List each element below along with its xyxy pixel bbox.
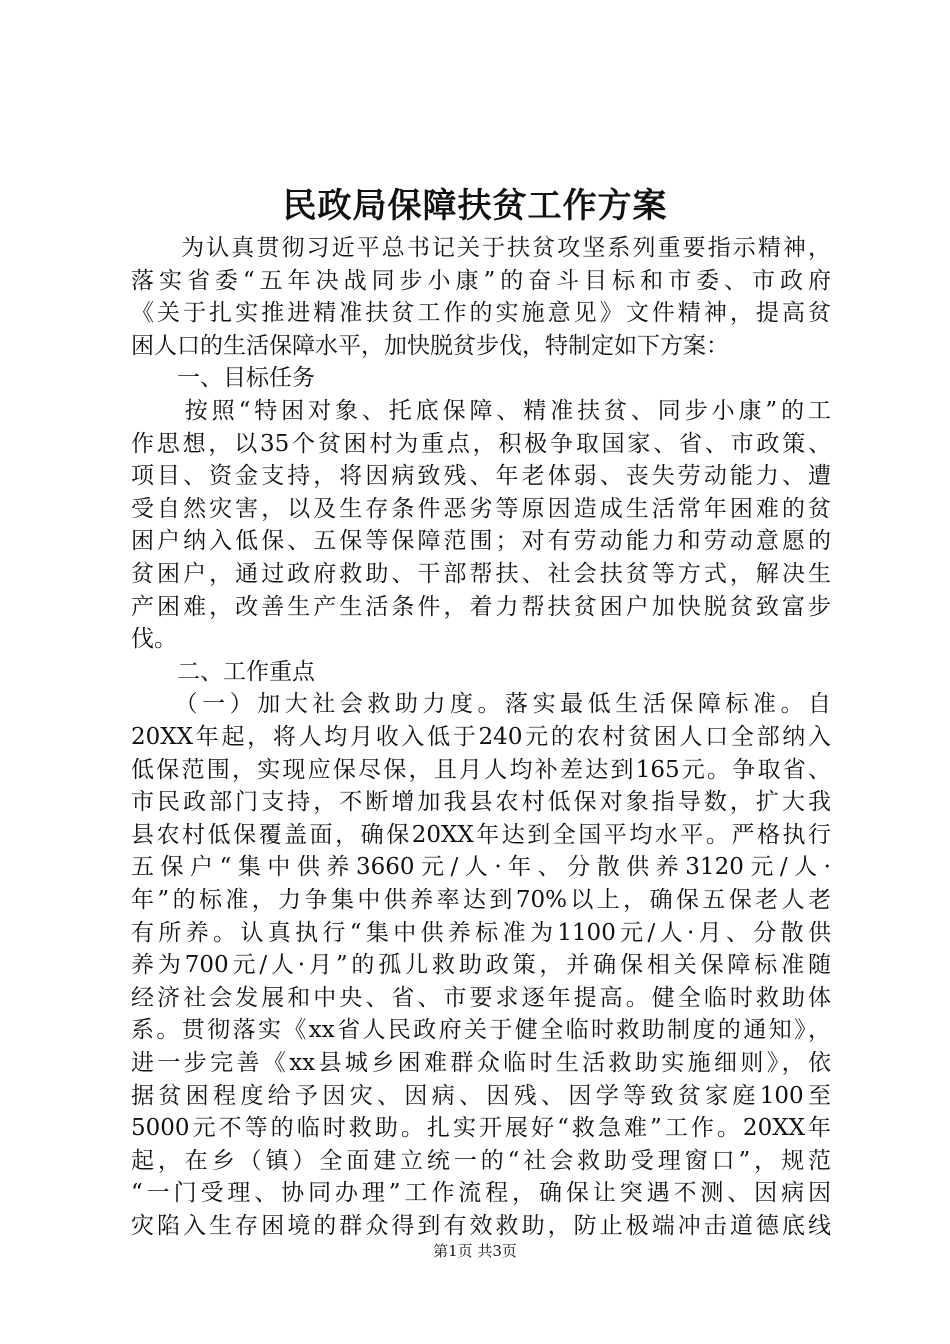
body-line: 灾陷入生存困境的群众得到有效救助，防止极端冲击道德底线	[131, 1213, 831, 1239]
body-line: 《关于扎实推进精准扶贫工作的实施意见》文件精神，提高贫	[131, 300, 831, 327]
body-line: 20XX年起，将人均月收入低于240元的农村贫困人口全部纳入	[131, 724, 831, 750]
body-line: 养为700元/人·月”的孤儿救助政策，并确保相关保障标准随	[131, 952, 831, 979]
body-line: 市民政部门支持，不断增加我县农村低保对象指导数，扩大我	[131, 789, 831, 816]
body-line: 受自然灾害，以及生存条件恶劣等原因造成生活常年困难的贫	[131, 495, 831, 522]
body-line: 县农村低保覆盖面，确保20XX年达到全国平均水平。严格执行	[131, 821, 831, 848]
body-line: 经济社会发展和中央、省、市要求逐年提高。健全临时救助体	[131, 984, 831, 1011]
body-line: 困人口的生活保障水平，加快脱贫步伐，特制定如下方案：	[131, 332, 729, 359]
body-line: “一门受理、协同办理”工作流程，确保让突遇不测、因病因	[131, 1180, 831, 1207]
body-line: 进一步完善《xx县城乡困难群众临时生活救助实施细则》，依	[131, 1050, 831, 1076]
body-line: 有所养。认真执行“集中供养标准为1100元/人·月、分散供	[131, 919, 831, 946]
body-line: 为认真贯彻习近平总书记关于扶贫攻坚系列重要指示精神，	[131, 235, 831, 261]
body-line: 起，在乡（镇）全面建立统一的“社会救助受理窗口”，规范	[131, 1147, 831, 1174]
body-line: 项目、资金支持，将因病致残、年老体弱、丧失劳动能力、遭	[131, 463, 831, 490]
document-title: 民政局保障扶贫工作方案	[282, 186, 668, 226]
body-line: 产困难，改善生产生活条件，着力帮扶贫困户加快脱贫致富步	[131, 593, 831, 620]
body-line: 贫困户，通过政府救助、干部帮扶、社会扶贫等方式，解决生	[131, 561, 831, 587]
section-heading: 二、工作重点	[131, 658, 315, 685]
body-line: 作思想，以35个贫困村为重点，积极争取国家、省、市政策、	[131, 430, 831, 457]
body-line: 据贫困程度给予因灾、因病、因残、因学等致贫家庭100至	[131, 1082, 831, 1109]
body-line: 伐。	[131, 626, 177, 653]
section-heading: 一、目标任务	[131, 365, 315, 392]
body-line: 落实省委“五年决战同步小康”的奋斗目标和市委、市政府	[131, 267, 831, 294]
body-line: 低保范围，实现应保尽保，且月人均补差达到165元。争取省、	[131, 756, 831, 783]
body-line: 困户纳入低保、五保等保障范围；对有劳动能力和劳动意愿的	[131, 528, 831, 555]
body-line: 五保户“集中供养3660元/人·年、分散供养3120元/人·	[131, 854, 831, 881]
body-line: 5000元不等的临时救助。扎实开展好“救急难”工作。20XX年	[131, 1115, 831, 1142]
body-line: （一）加大社会救助力度。落实最低生活保障标准。自	[131, 691, 831, 718]
page-footer: 第1页 共3页	[433, 1242, 517, 1260]
body-line: 年”的标准，力争集中供养率达到70%以上，确保五保老人老	[131, 887, 831, 913]
body-line: 系。贯彻落实《xx省人民政府关于健全临时救助制度的通知》，	[131, 1017, 831, 1044]
body-line: 按照“特困对象、托底保障、精准扶贫、同步小康”的工	[131, 398, 831, 424]
